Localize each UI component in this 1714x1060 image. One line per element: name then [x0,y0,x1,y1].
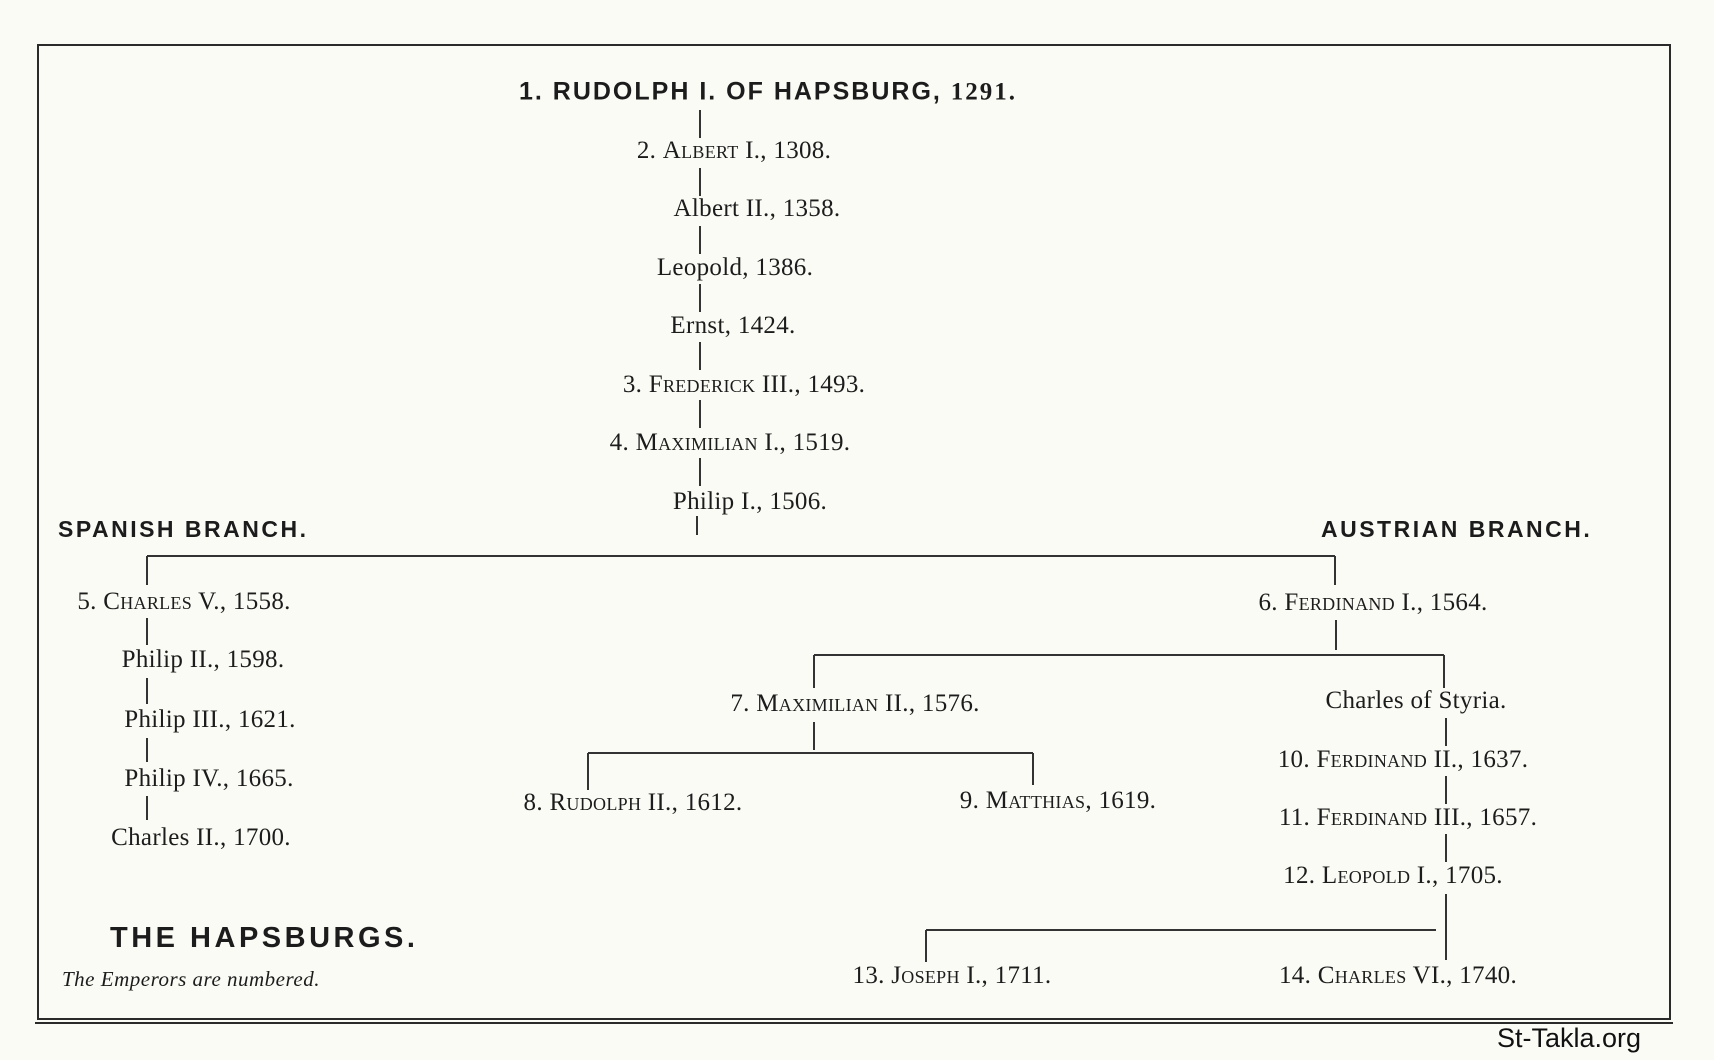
node-philip-i: Philip I., 1506. [672,488,828,515]
node-philip-iv: Philip IV., 1665. [124,765,294,792]
node-frederick-iii: 3. Frederick III., 1493. [622,371,866,398]
diagram-subtitle: The Emperors are numbered. [62,967,320,991]
diagram-title: THE HAPSBURGS. [110,922,419,954]
node-joseph-i: 13. Joseph I., 1711. [852,962,1052,989]
node-maximilian-ii: 7. Maximilian II., 1576. [730,690,980,717]
node-ferdinand-i: 6. Ferdinand I., 1564. [1258,589,1488,616]
spanish-branch-label: SPANISH BRANCH. [58,516,309,542]
node-ernst: Ernst, 1424. [670,312,796,339]
node-rudolph-i: 1. RUDOLPH I. OF HAPSBURG, 1291. [518,77,1018,106]
node-charles-ii: Charles II., 1700. [111,824,291,851]
austrian-branch-label: AUSTRIAN BRANCH. [1321,516,1593,542]
node-rudolph-ii: 8. Rudolph II., 1612. [523,789,743,816]
node-ferdinand-ii: 10. Ferdinand II., 1637. [1277,746,1529,773]
node-charles-of-styria: Charles of Styria. [1325,687,1507,714]
node-matthias: 9. Matthias, 1619. [959,787,1157,814]
node-leopold-i: 12. Leopold I., 1705. [1283,862,1503,889]
node-albert-i: 2. Albert I., 1308. [636,137,832,164]
node-charles-v: 5. Charles V., 1558. [77,588,291,615]
node-maximilian-i: 4. Maximilian I., 1519. [609,429,851,456]
node-philip-iii: Philip III., 1621. [124,706,296,733]
node-albert-ii: Albert II., 1358. [673,195,841,222]
node-leopold: Leopold, 1386. [656,254,814,281]
node-charles-vi: 14. Charles VI., 1740. [1279,962,1517,989]
node-ferdinand-iii: 11. Ferdinand III., 1657. [1278,804,1538,831]
node-philip-ii: Philip II., 1598. [121,646,285,673]
watermark: St-Takla.org [1497,1023,1642,1053]
